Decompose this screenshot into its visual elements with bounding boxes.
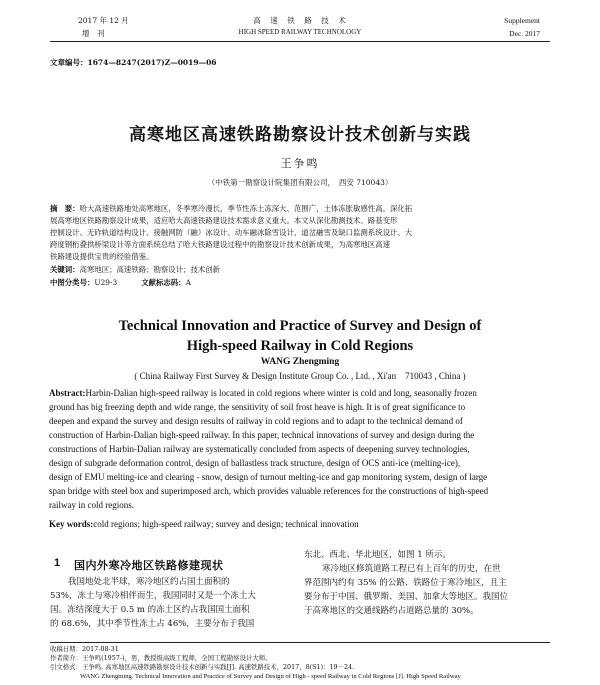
left-column-line-1: 我国地处北半球，寒冷地区约占国土面积的 (68, 577, 230, 587)
header-date-en: Dec. 2017 (509, 29, 540, 38)
right-column-line-5: 于高寒地区的交通线路约占道路总量的 30%。 (304, 606, 479, 616)
footnote-citation-cn: 引文格式：王争鸣. 高寒地区高速铁路勘察设计技术创新与实践[J]. 高速铁路技术，2017，8(S1)：19－24. (50, 663, 355, 671)
footnote-rule (50, 642, 550, 643)
footnote-received: 收稿日期：2017-08-31 (50, 645, 119, 653)
author-en: WANG Zhengming (260, 357, 340, 367)
keywords-cn-text: 高寒地区；高速铁路；勘察设计；技术创新 (79, 265, 221, 274)
abstract-cn-line-2: 展高寒地区铁路勘察设计成果，适应哈大高速铁路建设技术需求意义重大。本文从深化勘测技术、路基变形 (50, 216, 398, 225)
header-rule (50, 41, 550, 42)
abstract-en-label: Abstract: (49, 388, 86, 398)
header-supplement-cn: 增 刊 (82, 29, 105, 38)
article-number: 文章编号：1674—8247(2017)Z—0019—06 (50, 58, 217, 67)
abstract-en-line-4: construction of Harbin-Dalian high-speed railway. In this paper, technical innovations of survey and design during the (49, 430, 475, 440)
abstract-en-line-6: design of subgrade deformation control, design of ballastless track structure, design of OCS anti-ice (melting-ice), (49, 458, 461, 468)
left-column-line-3: 国。冻结深度大于 0.5 m 的冻土区约占我国国土面积 (50, 605, 250, 615)
header-supplement-en: Supplement (504, 16, 540, 25)
abstract-en-line-2: ground has big freezing depth and wide range, the sensitivity of soil frost heave is high. It is of great significance to (49, 402, 466, 412)
right-column-line-2: 寒冷地区修筑道路工程已有上百年的历史，在世 (322, 564, 501, 574)
title-cn: 高寒地区高速铁路勘察设计技术创新与实践 (129, 125, 471, 145)
classification-value: U29-3 (94, 278, 118, 287)
right-column-line-4: 要分布于中国、俄罗斯、美国、加拿大等地区。我国位 (304, 592, 509, 602)
keywords-cn (50, 264, 550, 276)
abstract-en-line-9: railway in cold regions. (49, 500, 134, 510)
left-column-line-4: 的 68.6%，其中季节性冻土占 46%，主要分布于我国 (50, 619, 255, 629)
abstract-cn-line-5: 铁路建设提供宝贵的经验借鉴。 (50, 252, 154, 261)
abstract-en-line-3: deepen and expand the survey and design results of railway in cold regions and to adapt to the technical demand of (49, 416, 463, 426)
abstract-cn-line-4: 跨度钢桁叠拱桥梁设计等方面系统总结了哈大铁路建设过程中的勘察设计技术创新成果，为高寒地区高速 (50, 240, 390, 249)
section-number: 1 (54, 557, 61, 569)
right-column-line-3: 界范围内约有 35% 的公路、铁路位于寒冷地区，且主 (304, 578, 507, 588)
section-title: 国内外寒冷地区铁路修建现状 (74, 559, 224, 572)
title-en-line-1: Technical Innovation and Practice of Survey and Design of (118, 318, 482, 334)
affiliation-en: ( China Railway First Survey & Design Institute Group Co. , Ltd. , Xi'an 710043 , China ) (134, 371, 466, 381)
header-journal-cn: 高 速 铁 路 技 术 (253, 16, 347, 25)
footnote-citation-en: WANG Zhengming. Technical Innovation and Practice of Survey and Design of High - speed Railway in Cold Regions [J]. High Speed Railway (80, 673, 461, 680)
keywords-en-label: Key words: (49, 519, 94, 529)
abstract-en-line-8: span bridge with steel box and superimposed arch, which provides valuable references for the constructions of high-speed (49, 486, 489, 496)
abstract-cn-line-3: 控制设计、无砟轨道结构设计、接触网防（融）冰设计、动车融冰除雪设计、道岔融雪及缺口监测系统设计、大 (50, 228, 413, 237)
abstract-en-line-5: constructions of Harbin-Dalian railway are systematically concluded from aspects of deepening survey technologies, (49, 444, 470, 454)
abstract-cn-line-1: 摘 要：哈大高速铁路地处高寒地区，冬季寒冷漫长，季节性冻土冻深大、范围广，土体冻胀敏感性高。深化拓 (50, 204, 413, 213)
affiliation-cn: （中铁第一勘察设计院集团有限公司， 西安 710043） (207, 178, 393, 187)
abstract-en-line-1: Abstract:Harbin-Dalian high-speed railway is located in cold regions where winter is cold and long, seasonally frozen (49, 388, 477, 398)
abstract-en-line-7: design of EMU melting-ice and clearing - snow, design of turnout melting-ice and gap monitoring system, design of large (49, 472, 488, 482)
keywords-en (49, 518, 552, 530)
document-code: A (185, 278, 191, 287)
keywords-en-text: cold regions; high-speed railway; survey and design; technical innovation (93, 519, 359, 529)
classification: 中图分类号：U29-3 文献标志码：A (50, 278, 191, 287)
left-column-line-2: 53%，冻土与寒冷相伴而生，我国同时又是一个冻土大 (50, 591, 256, 601)
right-column-line-1: 东北、西北、华北地区，如图 1 所示。 (304, 550, 451, 560)
keywords-cn-label: 关键词： (50, 265, 80, 274)
author-cn: 王争鸣 (280, 157, 320, 170)
abstract-cn-label: 摘 要： (50, 204, 80, 213)
footnote-author-intro: 作者简介：王争鸣(1957-)，男，教授级高级工程师，全国工程勘察设计大师。 (50, 654, 272, 662)
header-journal-en: HIGH SPEED RAILWAY TECHNOLOGY (238, 28, 362, 36)
header-issue-cn: 2017 年 12 月 (78, 16, 129, 25)
title-en-line-2: High-speed Railway in Cold Regions (186, 338, 414, 354)
